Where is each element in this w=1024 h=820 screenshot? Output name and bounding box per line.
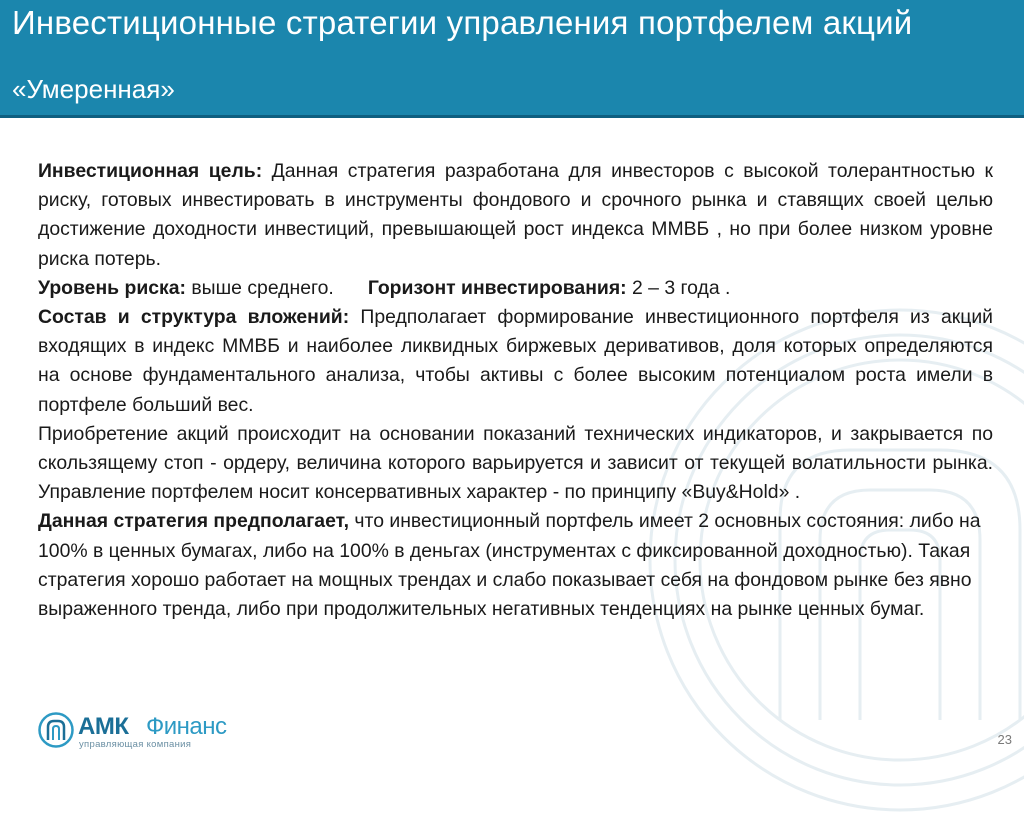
title-bar [0, 0, 1024, 118]
logo-amk-text: АМК [78, 713, 129, 740]
assumption-text: что инвестиционный портфель имеет 2 основных состояния: либо на 100% в ценных бумагах, либо на 100% в деньгах (инструментах с фиксированной доходностью). Такая стратегия хорошо работает на мощных трендах и слабо показывает себя на фондовом рынке без явно выраженного тренда, либо при продолжительных негативных тенденциях на рынке ценных бумаг. [38, 510, 981, 621]
risk-value: выше среднего. [185, 276, 334, 299]
structure-label: Состав и структура вложений: [38, 306, 350, 329]
risk-label: Уровень риска: [38, 276, 186, 299]
slide-title: Инвестиционные стратегии управления портфелем акций [12, 4, 913, 41]
acquisition-paragraph: Приобретение акций происходит на основании показаний технических индикаторов, и закрывается по скользящему стоп - ордеру, величина которого варьируется и зависит от текущей волатильности рынка. Управление портфелем носит консервативных характер - по принципу «Buy&Hold» . [38, 422, 993, 504]
goal-paragraph [38, 157, 993, 274]
slide-subtitle: «Умеренная» [12, 74, 175, 104]
goal-label: Инвестиционная цель: [38, 160, 263, 182]
company-logo [38, 712, 238, 750]
logo-subtitle: управляющая компания [79, 739, 192, 750]
horizon-label: Горизонт инвестирования: [367, 276, 627, 299]
risk-horizon-line [38, 274, 993, 303]
goal-text: Данная стратегия разработана для инвесторов с высокой толерантностью к риску, готовых инвестировать в инструменты фондового и срочного рынка и ставящих своей целью достижение доходности инвестиций, превышающей рост индекса ММВБ , но при более низком уровне риска потерь. [38, 160, 993, 270]
structure-text: Предполагает формирование инвестиционного портфеля из акций входящих в индекс ММВБ и наиболее ликвидных биржевых деривативов, доля которых определяются на основе фундаментального анализа, чтобы активы с более высоким потенциалом роста имели в портфеле больший вес. [38, 306, 993, 416]
amk-logo-icon [38, 712, 74, 748]
slide-body [38, 157, 993, 624]
assumption-paragraph [38, 507, 993, 624]
horizon-value: 2 – 3 года . [626, 276, 731, 299]
logo-finance-text: Финанс [146, 713, 227, 740]
assumption-label: Данная стратегия предполагает, [38, 510, 350, 533]
structure-paragraph [38, 303, 993, 420]
page-number: 23 [997, 732, 1012, 747]
